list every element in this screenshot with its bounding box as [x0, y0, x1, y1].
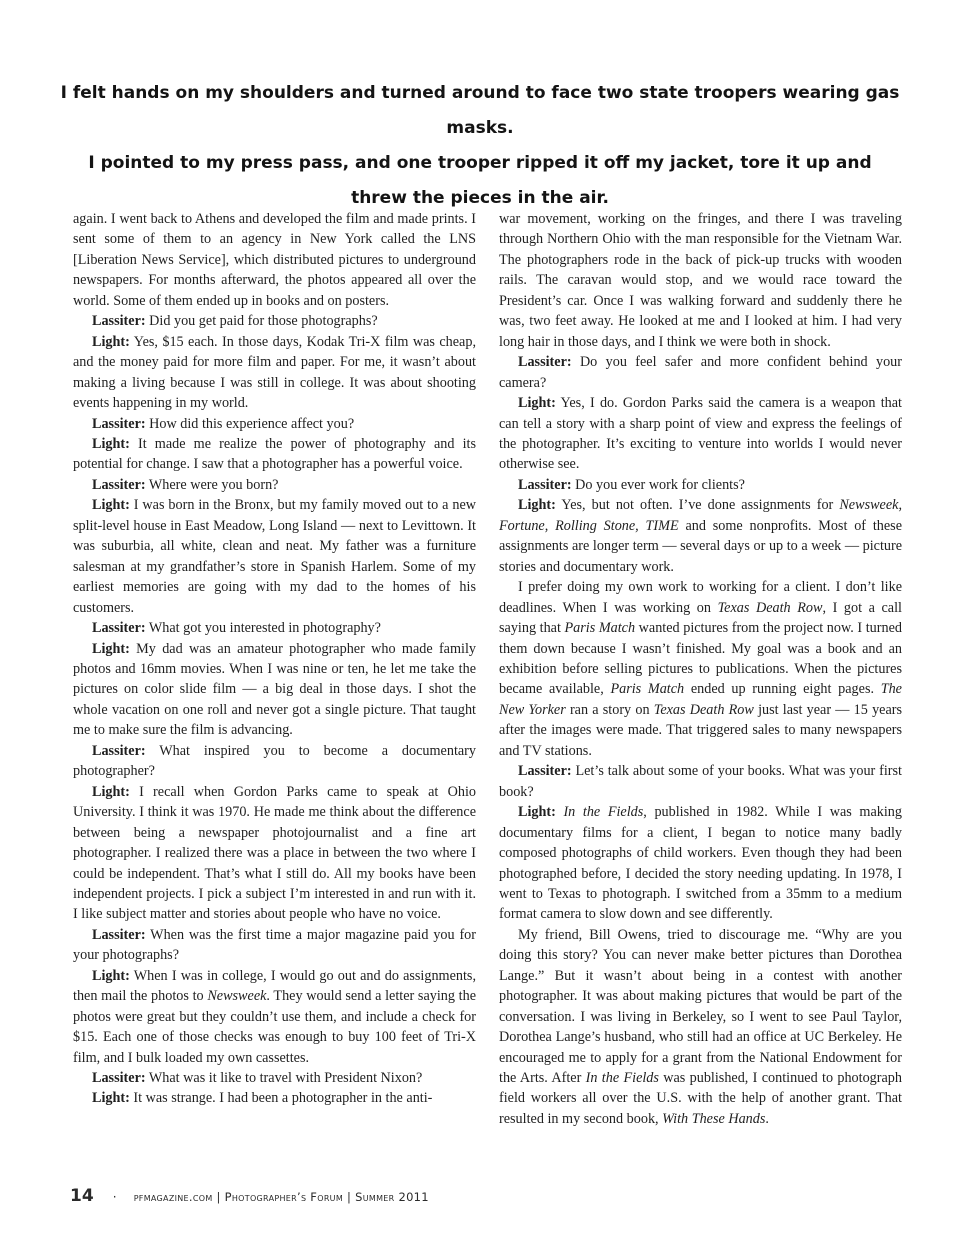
paragraph-text: What inspired you to become a documentary photographer? [73, 742, 476, 780]
pull-quote-line-2: I pointed to my press pass, and one trooper ripped it off my jacket, tore it up and [88, 153, 872, 173]
paragraph-text: just last year — 15 years after the images were made. That triggered sales to many newspapers and TV stations. [499, 701, 902, 759]
paragraph-text: again. I went back to Athens and developed the film and made prints. I sent some of them to an agency in New York called the LNS [Liberation News Service], which distributed pictures to underground newspapers. For months afterward, the photos appeared all over the world. Some of them ended up in books and on posters. [73, 211, 476, 309]
paragraph [73, 434, 476, 475]
paragraph-text: My friend, Bill Owens, tried to discourage me. “Why are you doing this story? You can never make better pictures than Dorothea Lange.” But it wasn’t about being in a contest with another photographer. It was about making pictures that would be part of the conversation. I was living in Berkeley, so I went to see Paul Taylor, Dorothea Lange’s husband, who still had an office at UC Berkeley. He encouraged me to apply for a grant from the National Endowment for the Arts. After [499, 926, 902, 1087]
paragraph [73, 782, 476, 925]
paragraph [73, 966, 476, 1068]
speaker-label: Lassiter: [92, 742, 146, 759]
footer-publication-info: pfmagazine.com | Photographer’s Forum | Summer 2011 [133, 1190, 429, 1204]
italic-title: With These Hands [662, 1110, 766, 1127]
pull-quote-line-3: threw the pieces in the air. [351, 188, 609, 208]
speaker-label: Light: [92, 640, 130, 657]
paragraph-text: What got you interested in photography? [145, 620, 381, 637]
paragraph [499, 802, 902, 925]
speaker-label: Lassiter: [92, 415, 146, 432]
paragraph-text: was published, I continued to photograph field workers all over the U.S. with the help of another grant. That resulted in my second book, [499, 1070, 902, 1127]
paragraph [499, 495, 902, 577]
paragraph-text: war movement, working on the fringes, and there I was traveling through Northern Ohio with the man responsible for the Vietnam War. The photographers rode in the back of pick-up trucks with wooden rails. The caravan would stop, and we would race toward the President’s car. Once I was walking forward and suddenly there he was, two feet away. He looked at me and I looked at him. I had very long hair in those days, and I think we were both in shock. [499, 211, 902, 350]
paragraph [499, 393, 902, 475]
speaker-label: Light: [518, 497, 556, 514]
paragraph-text: When was the first time a major magazine paid you for your photographs? [73, 926, 476, 964]
paragraph-text: My dad was an amateur photographer who made family photos and 16mm movies. When I was nine or ten, he let me take the pictures on color slide film — a big deal in those days. I shot the whole vacation on one roll and never got a single picture. That taught me to make sure the film is advancing. [73, 640, 476, 739]
speaker-label: Lassiter: [518, 354, 572, 371]
speaker-label: Light: [92, 967, 130, 984]
speaker-label: Light: [92, 435, 130, 452]
paragraph-text: I was born in the Bronx, but my family moved out to a new split-level house in East Meadow, Long Island — next to Levittown. It was suburbia, all white, clean and neat. My father was a furniture salesman at my grandfather’s store in Spanish Harlem. Some of my earliest memories are going with my dad to the homes of his customers. [73, 497, 476, 616]
page-footer [70, 1186, 429, 1206]
paragraph [73, 475, 476, 495]
paragraph [73, 639, 476, 741]
paragraph-text: ended up running eight pages. [684, 681, 881, 698]
paragraph-text: I recall when Gordon Parks came to speak at Ohio University. I think it was 1970. He made me think about the difference between being a newspaper photojournalist and a fine art photographer. I realized there was a place in between the two where I could be independent. That’s what I still do. All my books have been independent projects. I pick a subject I’m interested in and run with it. I like subject matter and stories about people who have no voice. [73, 783, 476, 923]
speaker-label: Light: [92, 333, 130, 350]
paragraph-text: and some nonprofits. Most of these assignments are longer term — several days or up to a week — picture stories and documentary work. [499, 517, 902, 575]
paragraph-text: Did you get paid for those photographs? [145, 313, 378, 330]
pull-quote-line-1: I felt hands on my shoulders and turned around to face two state troopers wearing gas masks. [60, 83, 900, 138]
article-column-left [73, 209, 476, 1109]
paragraph-text: How did this experience affect you? [145, 415, 355, 432]
paragraph-text: Yes, $15 each. In those days, Kodak Tri-X film was cheap, and the money paid for more film and paper. For me, it wasn’t about making a living because I was still in college. It was about shooting events happening in my world. [73, 333, 476, 412]
article-column-right [499, 209, 902, 1129]
paragraph-text: ran a story on [565, 701, 654, 718]
speaker-label: Lassiter: [92, 620, 146, 637]
speaker-label: Light: [518, 804, 556, 821]
speaker-label: Light: [92, 783, 130, 800]
speaker-label: Lassiter: [92, 476, 146, 493]
italic-title: Newsweek, Fortune, Rolling Stone, TIME [499, 497, 902, 534]
paragraph [73, 311, 476, 331]
paragraph [499, 925, 902, 1130]
paragraph [499, 209, 902, 352]
pull-quote [30, 76, 930, 216]
paragraph-text: I prefer doing my own work to working for a client. I don’t like deadlines. When I was working on [499, 579, 902, 616]
paragraph-text: Do you ever work for clients? [571, 476, 745, 493]
paragraph-text: Yes, I do. Gordon Parks said the camera is a weapon that can tell a story with a sharp point of view and express the feelings of the photographer. It’s exciting to venture into worlds I would never otherwise see. [499, 395, 902, 473]
paragraph-text: What was it like to travel with President Nixon? [145, 1070, 423, 1087]
italic-title: Paris Match [610, 681, 685, 698]
italic-title: In the Fields [585, 1070, 659, 1087]
paragraph [73, 495, 476, 618]
italic-title: In the Fields [563, 804, 644, 821]
paragraph [73, 1068, 476, 1088]
speaker-label: Lassiter: [92, 1070, 146, 1087]
speaker-label: Lassiter: [518, 476, 572, 493]
paragraph [73, 618, 476, 638]
footer-separator: · [112, 1190, 117, 1204]
paragraph-text: Let’s talk about some of your books. What was your first book? [499, 763, 902, 800]
paragraph [499, 352, 902, 393]
paragraph [499, 761, 902, 802]
italic-title: Newsweek [207, 988, 267, 1005]
paragraph [73, 414, 476, 434]
paragraph-text: Where were you born? [145, 476, 279, 493]
paragraph [73, 209, 476, 311]
italic-title: Paris Match [564, 620, 636, 637]
speaker-label: Light: [92, 497, 130, 514]
italic-title: Texas Death Row [653, 701, 754, 718]
page-number: 14 [70, 1186, 94, 1206]
paragraph [73, 1088, 476, 1108]
paragraph-text: wanted pictures from the project now. I turned them down because I wasn’t finished. My goal was a book and an exhibition before selling pictures to publications. When the pictures became available, [499, 620, 902, 698]
paragraph-text: , published in 1982. While I was making documentary films for a client, I began to notice many badly composed photographs of child workers. Even though they had been photographed before, I decided the story needing updating. In 1978, I went to Texas to photograph. I switched from a 35mm to a medium format camera to slow down and see differently. [499, 804, 902, 923]
speaker-label: Light: [518, 395, 556, 412]
paragraph [73, 925, 476, 966]
speaker-label: Lassiter: [92, 313, 146, 330]
paragraph-text: . They would send a letter saying the photos were great but they couldn’t use them, and include a check for $15. Each one of those checks was enough to buy 100 feet of Tri-X film, and I bulk loaded my own cassettes. [73, 988, 476, 1066]
paragraph [499, 475, 902, 495]
speaker-label: Lassiter: [92, 926, 146, 943]
paragraph-text: Do you feel safer and more confident behind your camera? [499, 354, 902, 391]
paragraph-text: It made me realize the power of photography and its potential for change. I saw that a photographer has a powerful voice. [73, 435, 476, 473]
paragraph-text: . [765, 1110, 769, 1127]
speaker-label: Lassiter: [518, 763, 572, 780]
italic-title: The New Yorker [499, 681, 902, 718]
paragraph-text: It was strange. I had been a photographer in the anti- [129, 1090, 433, 1107]
paragraph [73, 741, 476, 782]
paragraph [499, 577, 902, 761]
italic-title: Texas Death Row [717, 599, 823, 616]
paragraph [73, 332, 476, 414]
paragraph-text: Yes, but not often. I’ve done assignments for [555, 497, 840, 514]
paragraph-text: When I was in college, I would go out and do assignments, then mail the photos to [73, 967, 476, 1005]
paragraph-text: , I got a call saying that [499, 599, 902, 637]
speaker-label: Light: [92, 1090, 130, 1107]
